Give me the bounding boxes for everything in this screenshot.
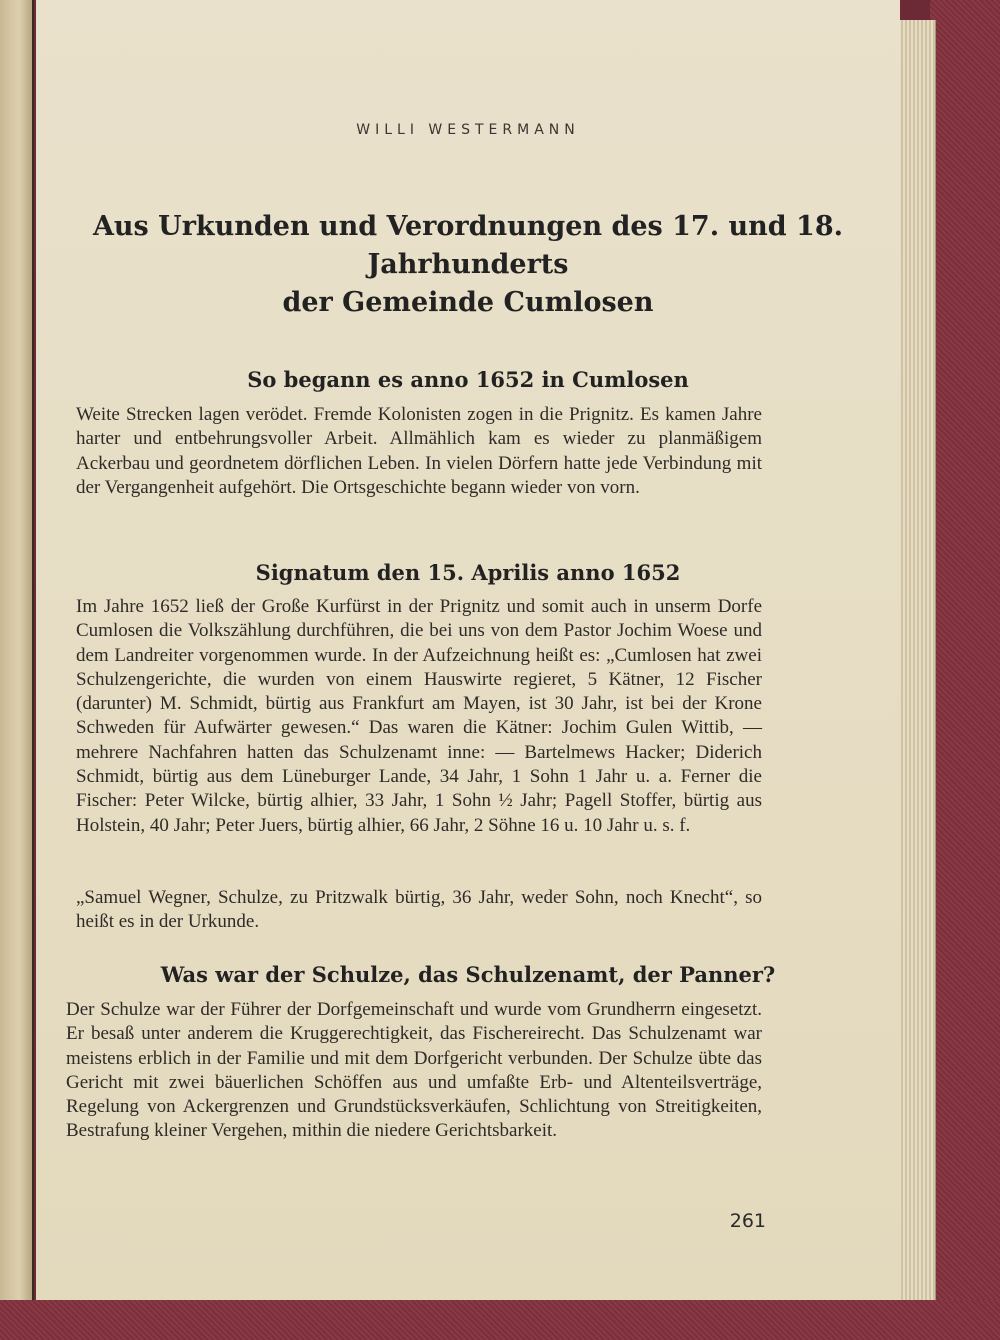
- section-text-2: Im Jahre 1652 ließ der Große Kurfürst in der Prignitz und somit auch in unserm Dorfe Cumlosen die Volkszählung durchführen, die bei uns von dem Pastor Jochim Woese und dem Landreiter vorgenommen wurde. In der Aufzeichnung heißt es: „Cumlosen hat zwei Schulzengerichte, die wurden von einem Hauswirte regieret, 5 Kätner, 12 Fischer (darunter) M. Schmidt, bürtig aus Frankfurt am Mayen, ist 30 Jahr, ist bei der Krone Schweden für Aufwärter gewesen.“ Das waren die Kätner: Jochim Gulen Wittib, — mehrere Nachfahren hatten das Schulzenamt inne: — Bartelmews Hacker; Diderich Schmidt, bürtig aus dem Lüneburger Lande, 34 Jahr, 1 Sohn 1 Jahr u. a. Ferner die Fischer: Peter Wilcke, bürtig alhier, 33 Jahr, 1 Sohn ½ Jahr; Pagell Stoffer, bürtig aus Holstein, 40 Jahr; Peter Juers, bürtig alhier, 66 Jahr, 2 Söhne 16 u. 10 Jahr u. s. f.: [76, 596, 762, 836]
- section-text-1: Weite Strecken lagen verödet. Fremde Kolonisten zogen in die Prignitz. Es kamen Jahre harter und entbehrungsvoller Arbeit. Allmählich kam es wieder zu planmäßigem Ackerbau und geordnetem dörflichen Leben. In vielen Dörfern hatte jede Verbindung mit der Vergangenheit aufgehört. Die Ortsgeschichte begann wieder von vorn.: [76, 404, 762, 498]
- page-block-edges: [895, 20, 936, 1300]
- book-page: [36, 0, 900, 1300]
- title-line-2: der Gemeinde Cumlosen: [282, 287, 654, 318]
- running-head: WILLI WESTERMANN: [356, 122, 580, 138]
- left-page-edge: [0, 0, 34, 1300]
- section-heading-1: So begann es anno 1652 in Cumlosen: [247, 367, 689, 392]
- page-number: 261: [729, 1210, 766, 1232]
- title-line-1: Aus Urkunden und Verordnungen des 17. und 18. Jahrhunderts: [92, 211, 844, 280]
- book-cover-bottom: [0, 1300, 1000, 1340]
- article-title: [66, 208, 870, 322]
- section-heading-2: Signatum den 15. Aprilis anno 1652: [255, 560, 681, 585]
- section-text-2-quote: „Samuel Wegner, Schulze, zu Pritzwalk bürtig, 36 Jahr, weder Sohn, noch Knecht“, so heißt es in der Urkunde.: [76, 887, 762, 933]
- book-cover-right: [930, 0, 1000, 1340]
- section-text-3: Der Schulze war der Führer der Dorfgemeinschaft und wurde vom Grundherrn eingesetzt. Er besaß unter anderem die Kruggerechtigkeit, das Fischereirecht. Das Schulzenamt war meistens erblich in der Familie und mit dem Dorfgericht verbunden. Der Schulze übte das Gericht mit zwei bäuerlichen Schöffen aus und umfaßte Erb- und Altenteilsverträge, Regelung von Ackergrenzen und Grundstücksverkäufen, Schlichtung von Streitigkeiten, Bestrafung kleiner Vergehen, mithin die niedere Gerichtsbarkeit.: [66, 999, 762, 1142]
- section-heading-3: Was war der Schulze, das Schulzenamt, der Panner?: [160, 962, 776, 987]
